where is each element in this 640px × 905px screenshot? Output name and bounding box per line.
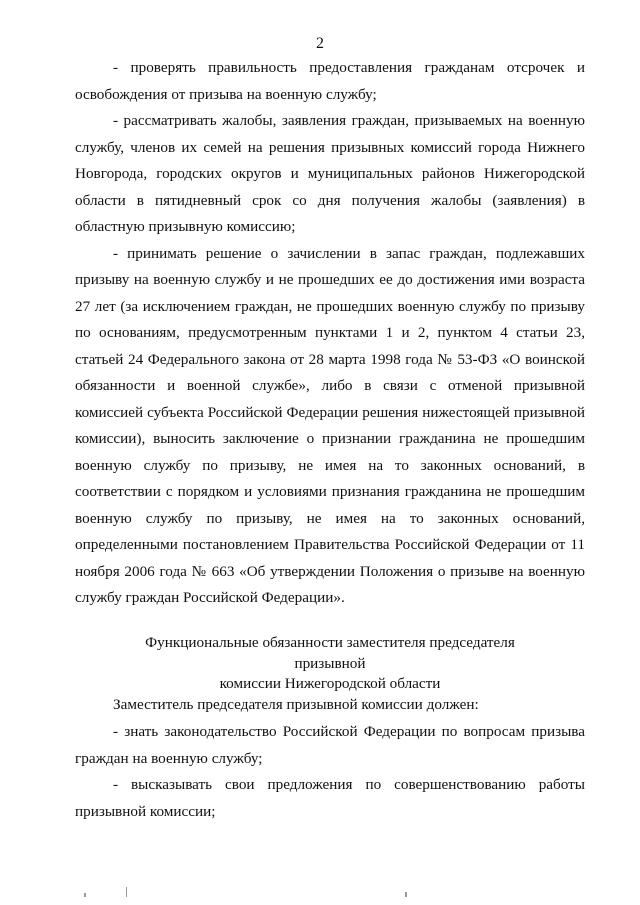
paragraph-complaints: - рассматривать жалобы, заявления граждан, призываемых на военную службу, членов их семей на решения призывных комиссий города Нижнего Новгорода, городских округов и муниципальных районов Нижегородской области в пятидневный срок со дня получения жалобы (заявления) в областную призывную комиссию; xyxy=(75,112,585,235)
scan-speck xyxy=(84,893,86,897)
intro-sentence: Заместитель председателя призывной комиссии должен: xyxy=(113,696,479,713)
paragraph-reserve-decision: - принимать решение о зачислении в запас граждан, подлежавших призыву на военную службу и не прошедших ее до достижения ими возраста 27 лет (за исключением граждан, не прошедших военную службу по призыву по основаниям, предусмотренным пунктами 1 и 2, пунктом 4 статьи 23, статьей 24 Федерального закона от 28 марта 1998 года № 53-ФЗ «О воинской обязанности и военной службе», либо в связи с отменой призывной комиссией субъекта Российской Федерации решения нижестоящей призывной комиссии), выносить заключение о признании гражданина не прошедшим военную службу по призыву, не имея на то законных оснований, в соответствии с порядком и условиями признания гражданина не прошедшим военную службу по призыву, не имея на то законных оснований, определенными постановлением Правительства Российской Федерации от 11 ноября 2006 года № 663 «Об утверждении Положения о призыве на военную службу граждан Российской Федерации». xyxy=(75,244,585,606)
scan-speck xyxy=(126,887,127,897)
section-heading-line1: Функциональные обязанности заместителя председателя призывной xyxy=(145,634,515,672)
paragraph-deferrals: - проверять правильность предоставления гражданам отсрочек и освобождения от призыва на военную службу; xyxy=(75,59,585,103)
paragraph-know-legislation: - знать законодательство Российской Федерации по вопросам призыва граждан на военную службу; xyxy=(75,723,585,767)
page-number: 2 xyxy=(316,35,324,52)
scan-speck xyxy=(405,892,407,897)
duties-list-top xyxy=(75,55,585,612)
section-heading-line2: комиссии Нижегородской области xyxy=(219,675,441,692)
section-heading xyxy=(110,633,550,695)
duties-list-bottom xyxy=(75,719,585,825)
paragraph-proposals: - высказывать свои предложения по совершенствованию работы призывной комиссии; xyxy=(75,776,585,820)
